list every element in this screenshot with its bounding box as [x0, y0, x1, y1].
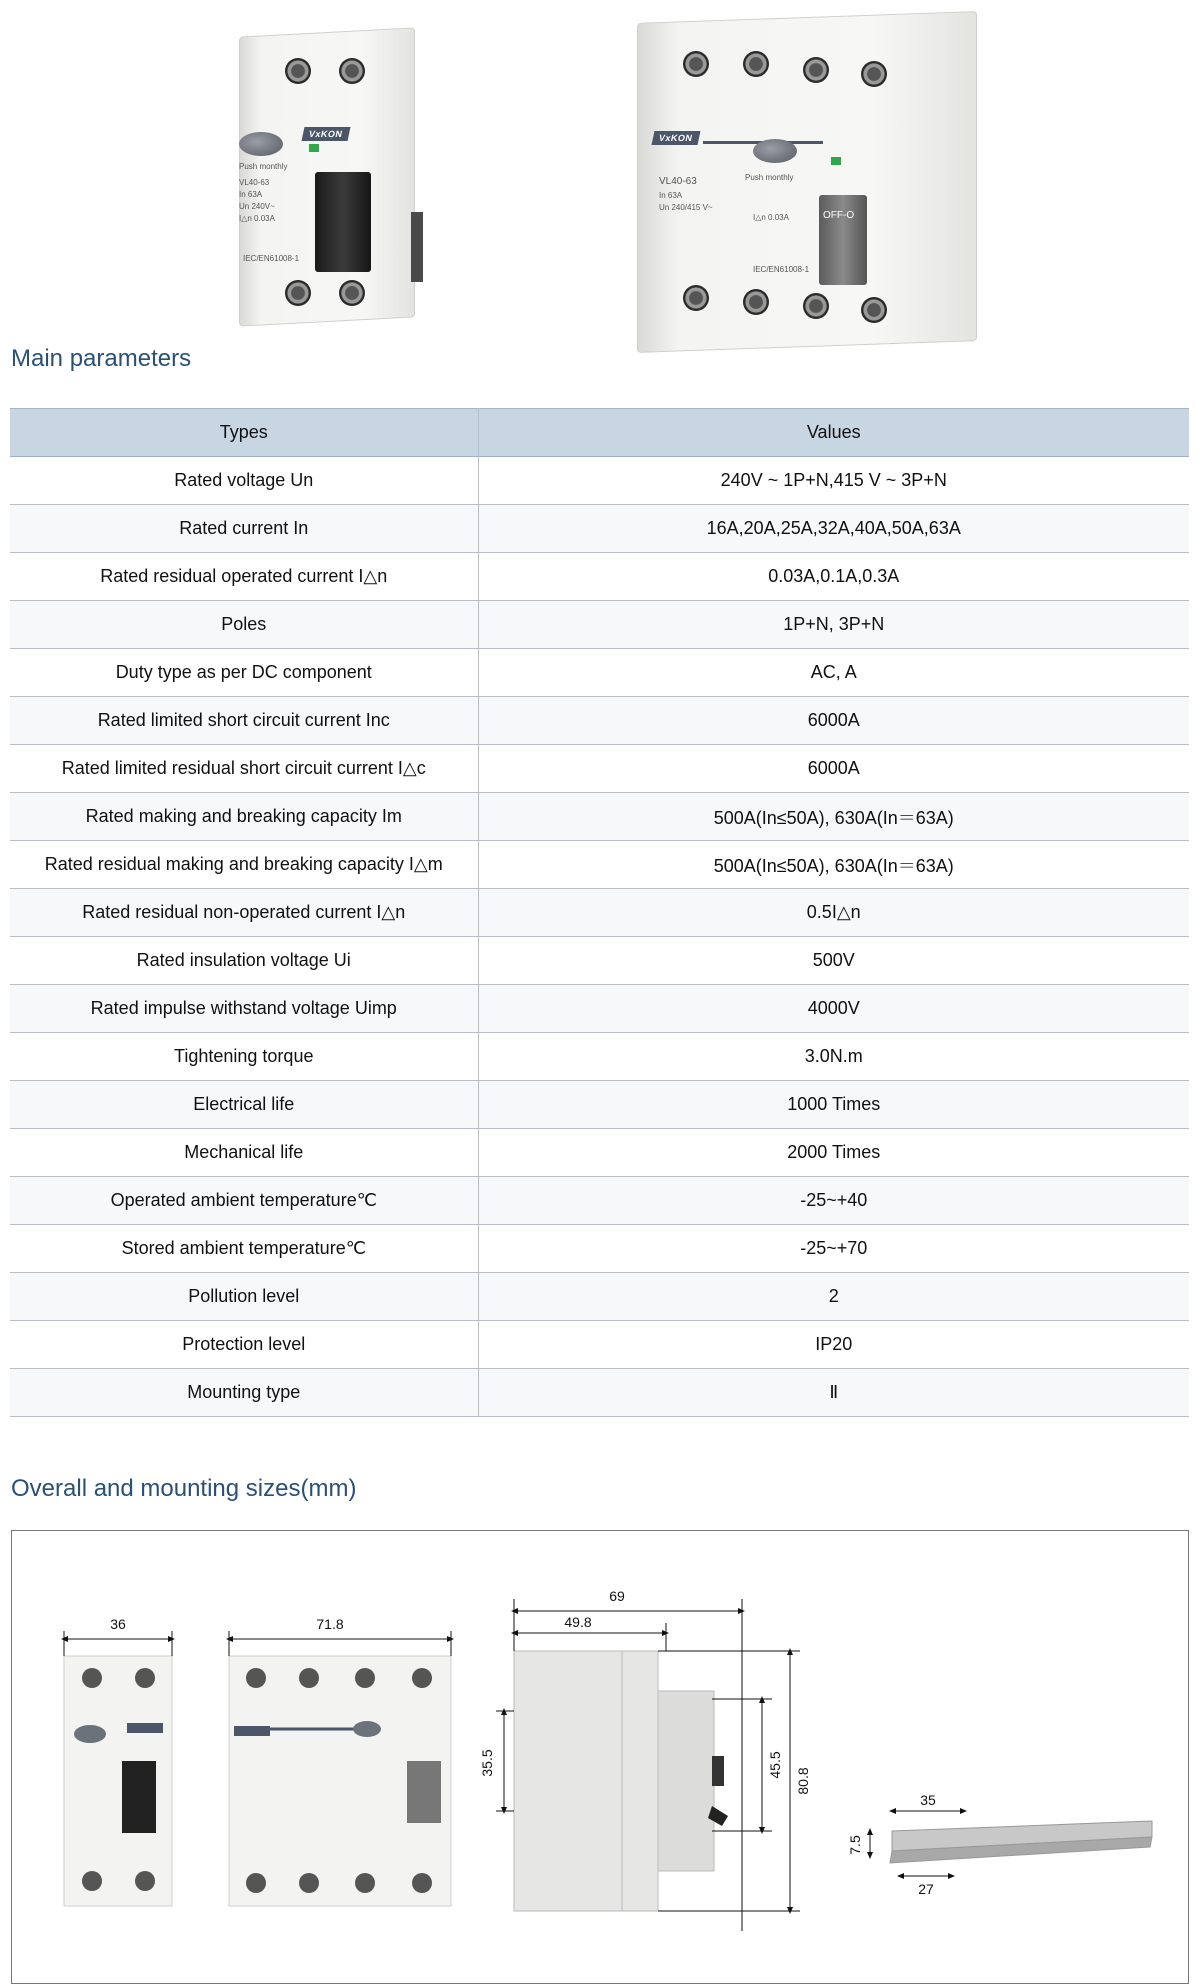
param-type-cell: Operated ambient temperature℃	[10, 1177, 478, 1225]
param-value-cell: IP20	[478, 1321, 1189, 1369]
main-parameters-table	[10, 408, 1189, 1417]
table-row	[10, 1225, 1189, 1273]
param-type-cell: Rated voltage Un	[10, 457, 478, 505]
table-row	[10, 793, 1189, 841]
param-value-cell: 2	[478, 1273, 1189, 1321]
side-view	[479, 1588, 811, 1931]
param-type-cell: Rated limited residual short circuit current I△c	[10, 745, 478, 793]
param-type-cell: Rated residual operated current I△n	[10, 553, 478, 601]
table-row	[10, 841, 1189, 889]
table-row	[10, 985, 1189, 1033]
rccb-4p-photo: VxKON Push monthly VL40-63 In 63A Un 240/415 V~ I△n 0.03A IEC/EN61008-1 OFF-O	[633, 5, 993, 350]
param-value-cell: 500V	[478, 937, 1189, 985]
dim-width-2p: 36	[110, 1616, 126, 1632]
param-type-cell: Rated making and breaking capacity Im	[10, 793, 478, 841]
table-row	[10, 1321, 1189, 1369]
table-row	[10, 937, 1189, 985]
table-row	[10, 697, 1189, 745]
brand-logo: VxKON	[652, 131, 700, 145]
table-row	[10, 1081, 1189, 1129]
param-value-cell: -25~+40	[478, 1177, 1189, 1225]
param-type-cell: Protection level	[10, 1321, 478, 1369]
param-type-cell: Mounting type	[10, 1369, 478, 1417]
dim-rail-inner: 27	[918, 1881, 934, 1897]
param-type-cell: Rated insulation voltage Ui	[10, 937, 478, 985]
front-view-4p	[229, 1616, 451, 1906]
param-type-cell: Rated residual making and breaking capacity I△m	[10, 841, 478, 889]
param-value-cell: 500A(In≤50A), 630A(In＝63A)	[478, 793, 1189, 841]
rccb-2p-photo: VxKON Push monthly VL40-63 In 63A Un 240V~ I△n 0.03A IEC/EN61008-1	[233, 22, 453, 327]
table-row	[10, 745, 1189, 793]
dim-front-height: 35.5	[479, 1749, 495, 1777]
sizes-drawing	[11, 1530, 1189, 1984]
din-rail	[847, 1792, 1152, 1897]
dimension-drawings	[12, 1531, 1188, 1983]
param-type-cell: Rated residual non-operated current I△n	[10, 889, 478, 937]
table-row	[10, 1273, 1189, 1321]
param-type-cell: Duty type as per DC component	[10, 649, 478, 697]
dim-depth-body: 49.8	[564, 1614, 592, 1630]
brand-logo: VxKON	[302, 127, 350, 141]
param-value-cell: -25~+70	[478, 1225, 1189, 1273]
table-row	[10, 889, 1189, 937]
param-type-cell: Rated current In	[10, 505, 478, 553]
param-value-cell: 6000A	[478, 745, 1189, 793]
product-photos	[0, 0, 1200, 340]
main-parameters-title: Main parameters	[11, 345, 192, 372]
param-type-cell: Rated limited short circuit current Inc	[10, 697, 478, 745]
dim-rail-height: 7.5	[847, 1835, 863, 1855]
param-value-cell: 0.5I△n	[478, 889, 1189, 937]
dim-rail-width: 35	[920, 1792, 936, 1808]
param-value-cell: 500A(In≤50A), 630A(In＝63A)	[478, 841, 1189, 889]
dim-width-4p: 71.8	[316, 1616, 344, 1632]
sizes-title: Overall and mounting sizes(mm)	[11, 1475, 357, 1502]
param-value-cell: 16A,20A,25A,32A,40A,50A,63A	[478, 505, 1189, 553]
param-value-cell: 1000 Times	[478, 1081, 1189, 1129]
param-value-cell: AC, A	[478, 649, 1189, 697]
param-value-cell: 0.03A,0.1A,0.3A	[478, 553, 1189, 601]
table-row	[10, 1129, 1189, 1177]
table-row	[10, 601, 1189, 649]
table-row	[10, 553, 1189, 601]
param-type-cell: Poles	[10, 601, 478, 649]
param-value-cell: 6000A	[478, 697, 1189, 745]
table-row	[10, 457, 1189, 505]
header-values: Values	[478, 409, 1189, 457]
toggle-handle	[315, 172, 371, 272]
header-types: Types	[10, 409, 478, 457]
param-value-cell: Ⅱ	[478, 1369, 1189, 1417]
dim-depth-total: 69	[609, 1588, 625, 1604]
dim-body-height: 45.5	[767, 1751, 783, 1779]
front-view-2p	[64, 1616, 172, 1906]
table-row	[10, 1033, 1189, 1081]
param-type-cell: Mechanical life	[10, 1129, 478, 1177]
param-value-cell: 240V ~ 1P+N,415 V ~ 3P+N	[478, 457, 1189, 505]
param-type-cell: Stored ambient temperature℃	[10, 1225, 478, 1273]
param-value-cell: 4000V	[478, 985, 1189, 1033]
param-type-cell: Electrical life	[10, 1081, 478, 1129]
dim-total-height: 80.8	[795, 1767, 811, 1795]
param-type-cell: Pollution level	[10, 1273, 478, 1321]
param-value-cell: 3.0N.m	[478, 1033, 1189, 1081]
toggle-handle	[819, 195, 867, 285]
param-type-cell: Tightening torque	[10, 1033, 478, 1081]
table-row	[10, 649, 1189, 697]
param-value-cell: 1P+N, 3P+N	[478, 601, 1189, 649]
param-type-cell: Rated impulse withstand voltage Uimp	[10, 985, 478, 1033]
table-header-row	[10, 409, 1189, 457]
table-row	[10, 1177, 1189, 1225]
table-row	[10, 1369, 1189, 1417]
table-row	[10, 505, 1189, 553]
param-value-cell: 2000 Times	[478, 1129, 1189, 1177]
